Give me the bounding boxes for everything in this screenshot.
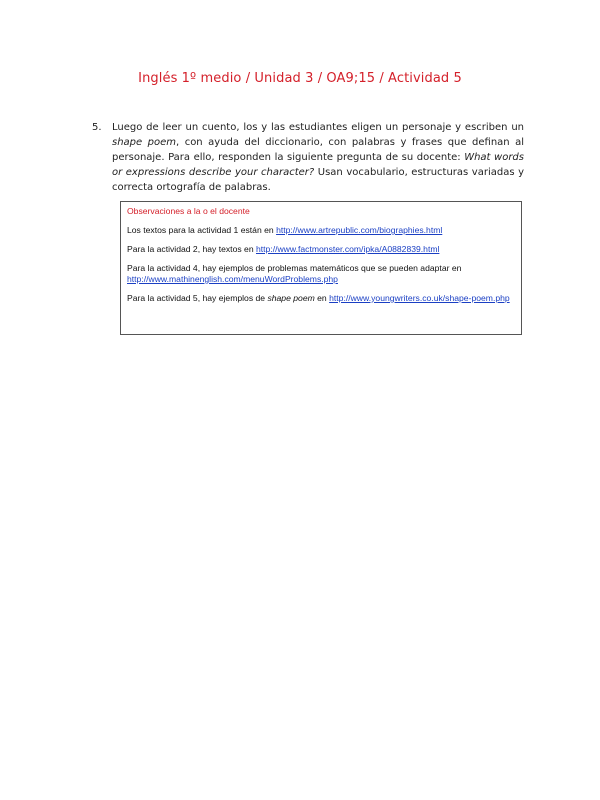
observation-term: shape poem [267, 293, 315, 303]
activity-question: What words or expressions describe your character? [112, 152, 524, 178]
activity-term: shape poem [112, 137, 177, 148]
observation-item-3 [127, 263, 516, 285]
observation-link[interactable]: http://www.factmonster.com/ipka/A0882839.html [255, 244, 440, 254]
observation-link[interactable]: http://www.artrepublic.com/biographies.html [276, 225, 443, 235]
observation-item-2 [127, 244, 516, 255]
observation-text-middle: en [314, 293, 330, 303]
observation-item-1 [127, 225, 516, 236]
page-title: Inglés 1º medio / Unidad 3 / OA9;15 / Actividad 5 [138, 71, 462, 86]
activity-number: 5. [92, 122, 102, 133]
observations-box [120, 201, 522, 335]
observation-link[interactable]: http://www.youngwriters.co.uk/shape-poem.php [329, 293, 510, 303]
activity-description [112, 120, 524, 195]
observation-text: Para la actividad 5, hay ejemplos de [127, 293, 268, 303]
observation-text: Para la actividad 2, hay textos en [127, 244, 256, 254]
activity-text-3: Usan vocabulario, estructuras variadas y correcta ortografía de palabras. [112, 167, 524, 193]
observation-text: Los textos para la actividad 1 están en [127, 225, 277, 235]
observation-item-4 [127, 293, 516, 304]
observation-text: Para la actividad 4, hay ejemplos de problemas matemáticos que se pueden adaptar en [127, 263, 462, 273]
activity-item-5 [92, 120, 524, 195]
activity-text-1: Luego de leer un cuento, los y las estudiantes eligen un personaje y escriben un [112, 122, 524, 133]
activity-text-2: , con ayuda del diccionario, con palabras y frases que definan al personaje. Para ello, responden la siguiente pregunta de su docente: [112, 137, 525, 163]
observation-link[interactable]: http://www.mathinenglish.com/menuWordProblems.php [127, 274, 338, 284]
observations-title: Observaciones a la o el docente [127, 206, 250, 216]
